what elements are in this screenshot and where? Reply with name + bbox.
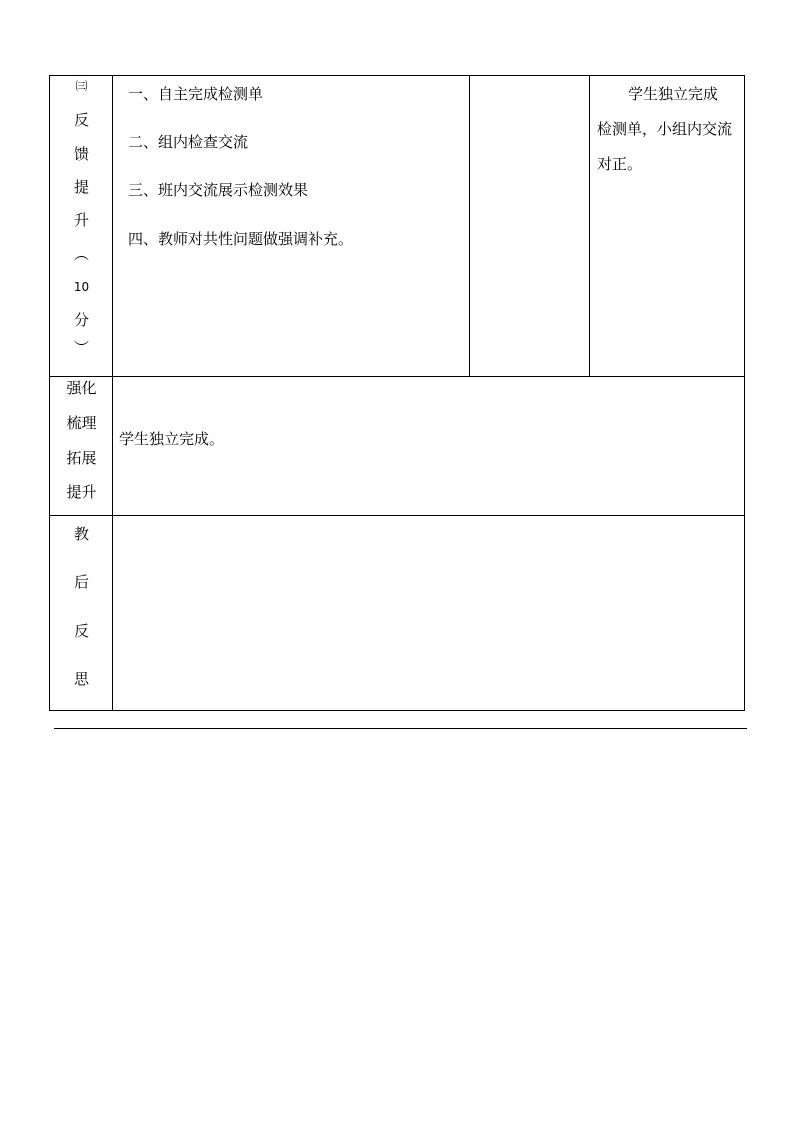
student-note-line: 学生独立完成 xyxy=(628,85,719,103)
row1-label-char: ︶ xyxy=(73,339,89,357)
row2-label-line: 拓展 xyxy=(66,449,97,467)
table-border-col2 xyxy=(469,75,470,377)
row3-label-char: 反 xyxy=(73,622,89,640)
row1-label-char: 10 xyxy=(73,280,90,294)
list-item: 二、组内检查交流 xyxy=(128,133,249,151)
row1-label-char: 馈 xyxy=(73,145,89,163)
row1-label-char: 提 xyxy=(73,178,89,196)
row1-label-char: 分 xyxy=(73,311,89,329)
table-border-row1-bottom xyxy=(49,376,745,377)
table-border-row2-bottom xyxy=(49,515,745,516)
student-note-line: 检测单，小组内交流 xyxy=(597,120,733,138)
row3-label-char: 思 xyxy=(73,670,89,688)
list-item: 一、自主完成检测单 xyxy=(128,85,264,103)
row2-content: 学生独立完成。 xyxy=(119,430,225,448)
row1-label-char: ︵ xyxy=(73,245,89,263)
row2-label-line: 强化 xyxy=(66,379,97,397)
footer-rule xyxy=(54,728,747,729)
list-item: 四、教师对共性问题做强调补充。 xyxy=(128,230,354,248)
row1-label-char: ㈢ xyxy=(75,79,88,93)
table-border-col3 xyxy=(589,75,590,377)
list-item: 三、班内交流展示检测效果 xyxy=(128,181,309,199)
row1-label-char: 升 xyxy=(73,211,89,229)
row2-label-line: 提升 xyxy=(66,483,97,501)
row2-label-line: 梳理 xyxy=(66,414,97,432)
row3-label-char: 教 xyxy=(73,525,89,543)
row1-label-char: 反 xyxy=(73,111,89,129)
row3-label-char: 后 xyxy=(73,573,89,591)
table-border-right xyxy=(744,75,745,711)
table-border-top xyxy=(49,75,745,76)
student-note-line: 对正。 xyxy=(597,155,643,173)
table-border-bottom xyxy=(49,710,745,711)
